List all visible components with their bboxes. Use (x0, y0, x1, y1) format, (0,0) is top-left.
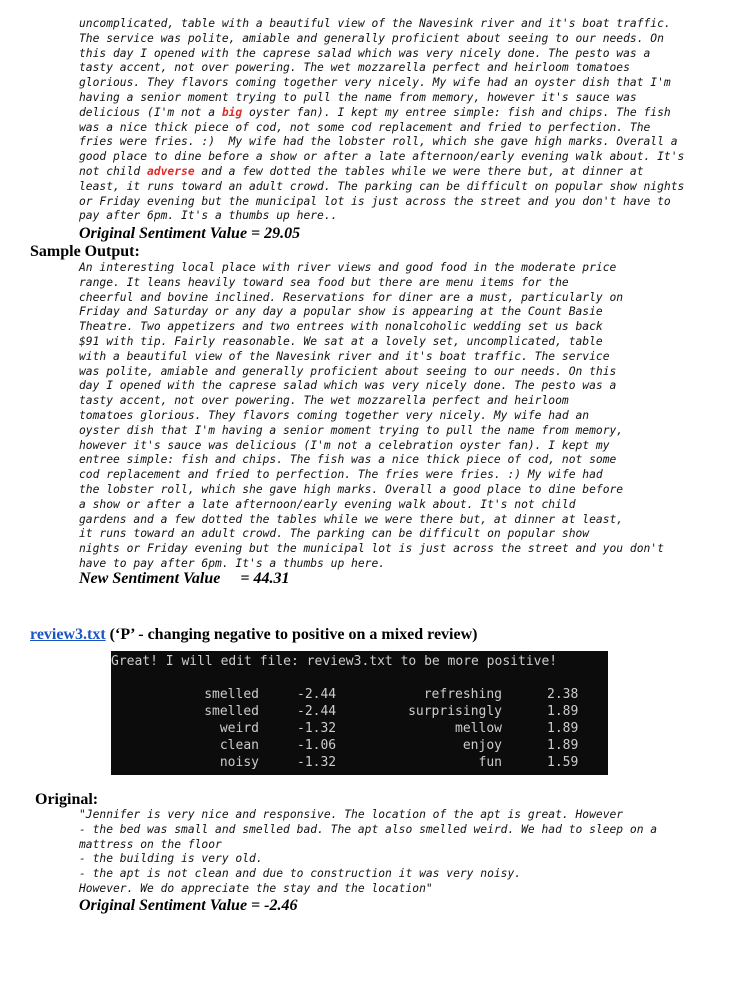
text-segment: not child (79, 164, 148, 178)
text-line: least, it runs toward an adult crowd. The parking can be difficult on popular show nights (79, 179, 685, 193)
text-line: glorious. They flavors coming together very nicely. My wife had an oyster dish that I'm (79, 76, 671, 90)
review3-original-sentiment: Original Sentiment Value = -2.46 (79, 897, 298, 914)
text-line: However. We do appreciate the stay and the location" (79, 881, 433, 895)
text-line: it runs toward an adult crowd. The parking can be difficult on popular show (79, 527, 590, 541)
text-line: gardens and a few dotted the tables while we were there but, at dinner at least, (79, 512, 624, 526)
review3-link[interactable]: review3.txt (30, 626, 106, 643)
positive-score: 1.89 (547, 721, 579, 736)
text-line: The service was polite, amiable and generally proficient about seeing to our needs. On (79, 31, 664, 45)
text-line: tomatoes glorious. They flavors coming together very nicely. My wife had an (79, 408, 590, 422)
text-line: or Friday evening but the municipal lot is just across the street and you don't have to (79, 194, 671, 208)
text-line: this day I opened with the caprese salad which was very nicely done. The pesto was a (79, 46, 651, 60)
positive-word: fun (478, 755, 502, 770)
text-line: was polite, amiable and generally proficient about seeing to our needs. On this (79, 364, 617, 378)
positive-score: 1.89 (547, 704, 579, 719)
terminal-window (111, 651, 608, 775)
text-line: tasty accent, not over powering. The wet mozzarella perfect and heirloom tomatoes (79, 61, 630, 75)
positive-word: refreshing (423, 687, 502, 702)
negative-score: -1.32 (297, 755, 337, 770)
text-line: - the bed was small and smelled bad. The apt also smelled weird. We had to sleep on a (79, 822, 658, 836)
text-line: nights or Friday evening but the municipal lot is just across the street and you don't (79, 542, 664, 556)
text-line: $91 with tip. Fairly reasonable. We sat at a lovely set, uncomplicated, table (79, 334, 603, 348)
text-segment: and a few dotted the tables while we were there but, at dinner at (194, 164, 644, 178)
text-line: day I opened with the caprese salad which was very nicely done. The pesto was a (79, 379, 617, 393)
negative-word: smelled (204, 687, 259, 702)
review2-original-text (79, 17, 684, 224)
text-line: Friday and Saturday or any day a popular show is appearing at the Count Basie (79, 305, 603, 319)
positive-score: 1.59 (547, 755, 579, 770)
text-line: having a senior moment trying to pull the name from memory, however it's sauce was (79, 90, 637, 104)
review3-description: (‘P’ - changing negative to positive on a mixed review) (105, 626, 478, 643)
text-line: range. It leans heavily toward sea food but there are menu items for the (79, 275, 569, 289)
negative-word: clean (219, 738, 259, 753)
negative-word: smelled (204, 704, 259, 719)
text-line: with a beautiful view of the Navesink river and it's boat traffic. The service (79, 349, 610, 363)
highlighted-word: adverse (147, 164, 195, 178)
text-line (79, 165, 684, 180)
review3-original-text (79, 808, 657, 897)
sample-output-heading: Sample Output: (30, 243, 140, 260)
text-line: the lobster roll, which she gave high marks. Overall a good place to dine before (79, 482, 624, 496)
review3-heading (30, 626, 477, 644)
negative-word: weird (219, 721, 259, 736)
text-line (79, 106, 684, 121)
text-line: uncomplicated, table with a beautiful view of the Navesink river and it's boat traffic. (79, 17, 671, 30)
negative-word: noisy (219, 755, 259, 770)
highlighted-word: big (221, 105, 243, 119)
text-line: good place to dine before a show or after a late afternoon/early evening walk about. It's (79, 150, 685, 164)
text-line: pay after 6pm. It's a thumbs up here.. (79, 209, 338, 223)
text-line: mattress on the floor (79, 837, 222, 851)
text-line: Theatre. Two appetizers and two entrees with nonalcoholic wedding set us back (79, 320, 603, 334)
new-sentiment-value: New Sentiment Value = 44.31 (79, 570, 290, 587)
review2-original-sentiment: Original Sentiment Value = 29.05 (79, 225, 301, 242)
text-line: - the building is very old. (79, 852, 263, 866)
negative-score: -2.44 (297, 704, 337, 719)
positive-word: enjoy (462, 738, 502, 753)
negative-score: -1.32 (297, 721, 337, 736)
text-line: was a nice thick piece of cod, not some cod replacement and fried to perfection. The (79, 120, 651, 134)
positive-score: 1.89 (547, 738, 579, 753)
text-line: however it's sauce was delicious (I'm not a celebration oyster fan). I kept my (79, 438, 610, 452)
text-line: tasty accent, not over powering. The wet mozzarella perfect and heirloom (79, 394, 569, 408)
negative-score: -1.06 (297, 738, 337, 753)
text-line: have to pay after 6pm. It's a thumbs up here. (79, 556, 386, 570)
positive-word: mellow (455, 721, 502, 736)
text-segment: delicious (I'm not a (79, 105, 222, 119)
text-line: cheerful and bovine inclined. Reservations for diner are a must, particularly on (79, 290, 624, 304)
text-line: oyster dish that I'm having a senior moment trying to pull the name from memory, (79, 423, 624, 437)
terminal-message: Great! I will edit file: review3.txt to be more positive! (111, 654, 558, 669)
text-line: An interesting local place with river views and good food in the moderate price (79, 261, 617, 274)
positive-word: surprisingly (408, 704, 502, 719)
text-line: entree simple: fish and chips. The fish was a nice thick piece of cod, not some (79, 453, 617, 467)
positive-score: 2.38 (547, 687, 579, 702)
text-line: - the apt is not clean and due to construction it was very noisy. (79, 867, 522, 881)
text-line: cod replacement and fried to perfection. The fries were fries. :) My wife had (79, 468, 603, 482)
sample-output-text (79, 261, 664, 572)
text-line: fries were fries. :) My wife had the lobster roll, which she gave high marks. Overall a (79, 135, 678, 149)
text-line: "Jennifer is very nice and responsive. The location of the apt is great. However (79, 808, 624, 821)
text-line: a show or after a late afternoon/early evening walk about. It's not child (79, 497, 576, 511)
original-heading: Original: (35, 791, 99, 808)
text-segment: oyster fan). I kept my entree simple: fish and chips. The fish (242, 105, 671, 119)
negative-score: -2.44 (297, 687, 337, 702)
